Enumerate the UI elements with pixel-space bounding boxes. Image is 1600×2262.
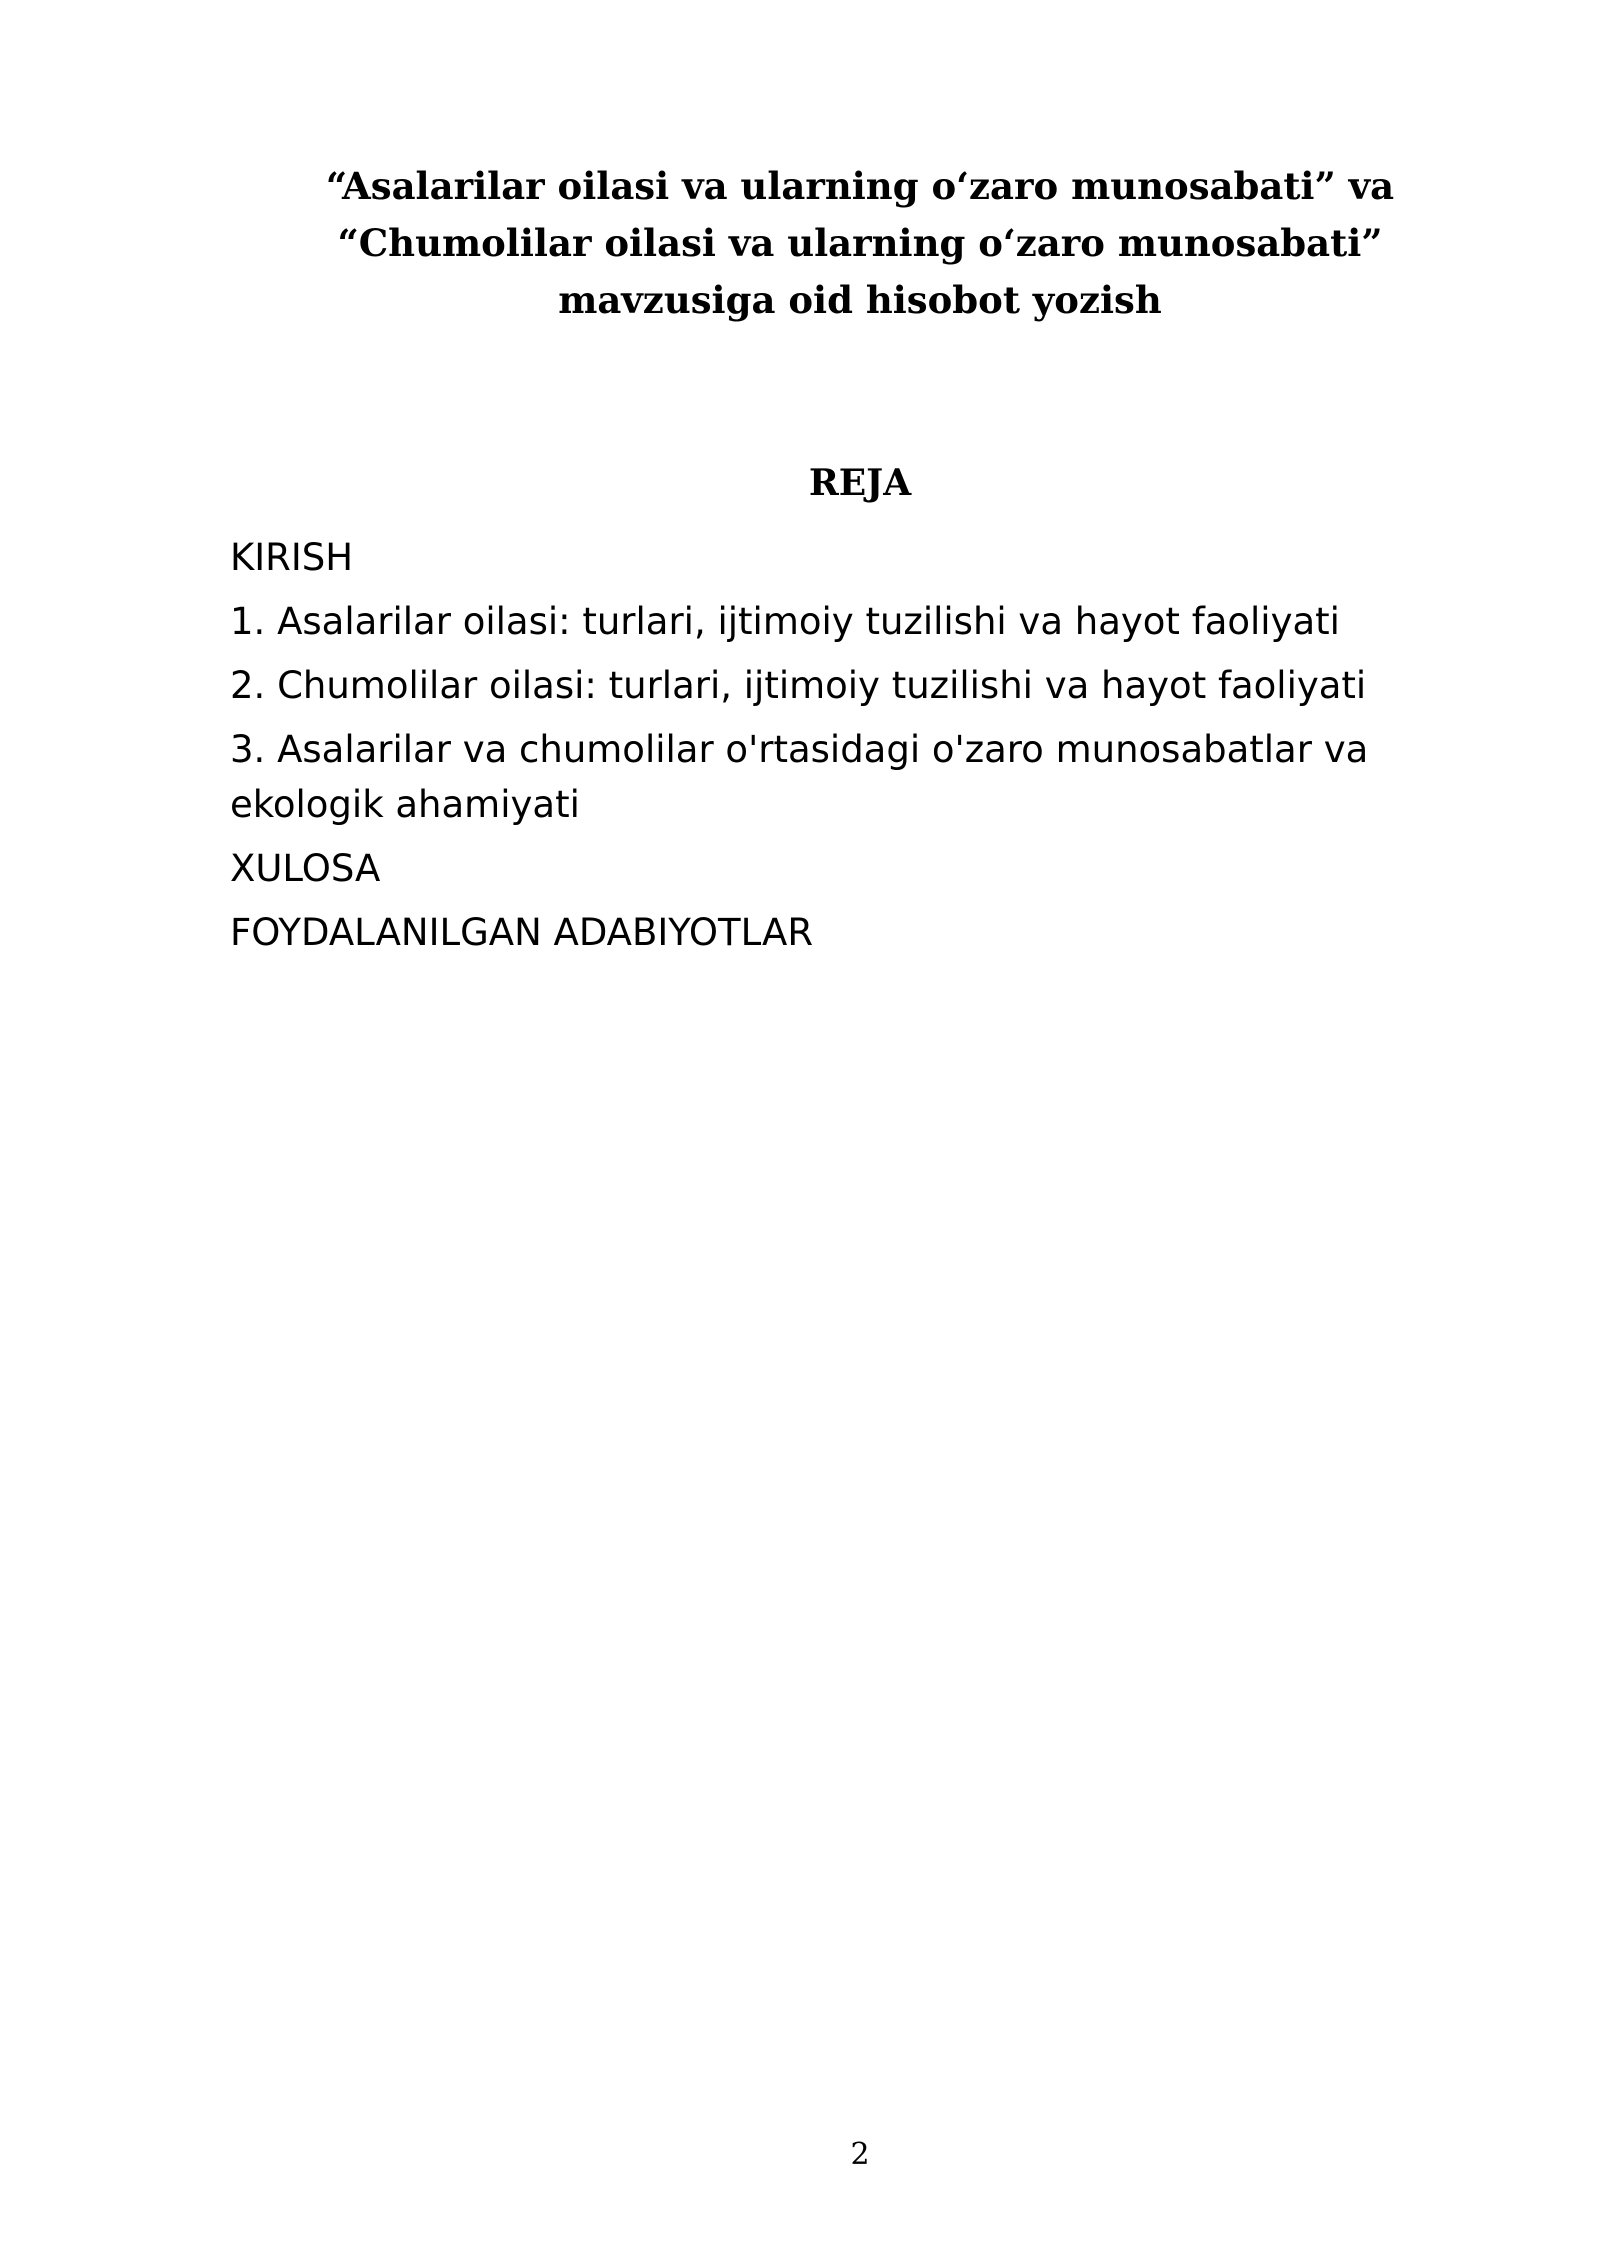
title-line-1: “Asalarilar oilasi va ularning oʻzaro munosabati” va (325, 164, 1395, 208)
plan-item-introduction: KIRISH (230, 536, 354, 579)
title-line-3: mavzusiga oid hisobot yozish (558, 278, 1162, 322)
plan-item-2: 2. Chumolilar oilasi: turlari, ijtimoiy tuzilishi va hayot faoliyati (230, 664, 1367, 707)
plan-item-conclusion: XULOSA (230, 847, 381, 890)
document-title (230, 158, 1490, 329)
plan-item-references: FOYDALANILGAN ADABIYOTLAR (230, 911, 814, 954)
plan-heading: REJA (808, 462, 912, 504)
plan-item-1: 1. Asalarilar oilasi: turlari, ijtimoiy tuzilishi va hayot faoliyati (230, 600, 1340, 643)
title-line-2: “Chumolilar oilasi va ularning oʻzaro munosabati” (337, 221, 1383, 265)
plan-list (230, 530, 1450, 969)
plan-item-3: 3. Asalarilar va chumolilar o'rtasidagi o'zaro munosabatlar va ekologik ahamiyati (230, 728, 1369, 826)
page-number: 2 (850, 2137, 870, 2172)
